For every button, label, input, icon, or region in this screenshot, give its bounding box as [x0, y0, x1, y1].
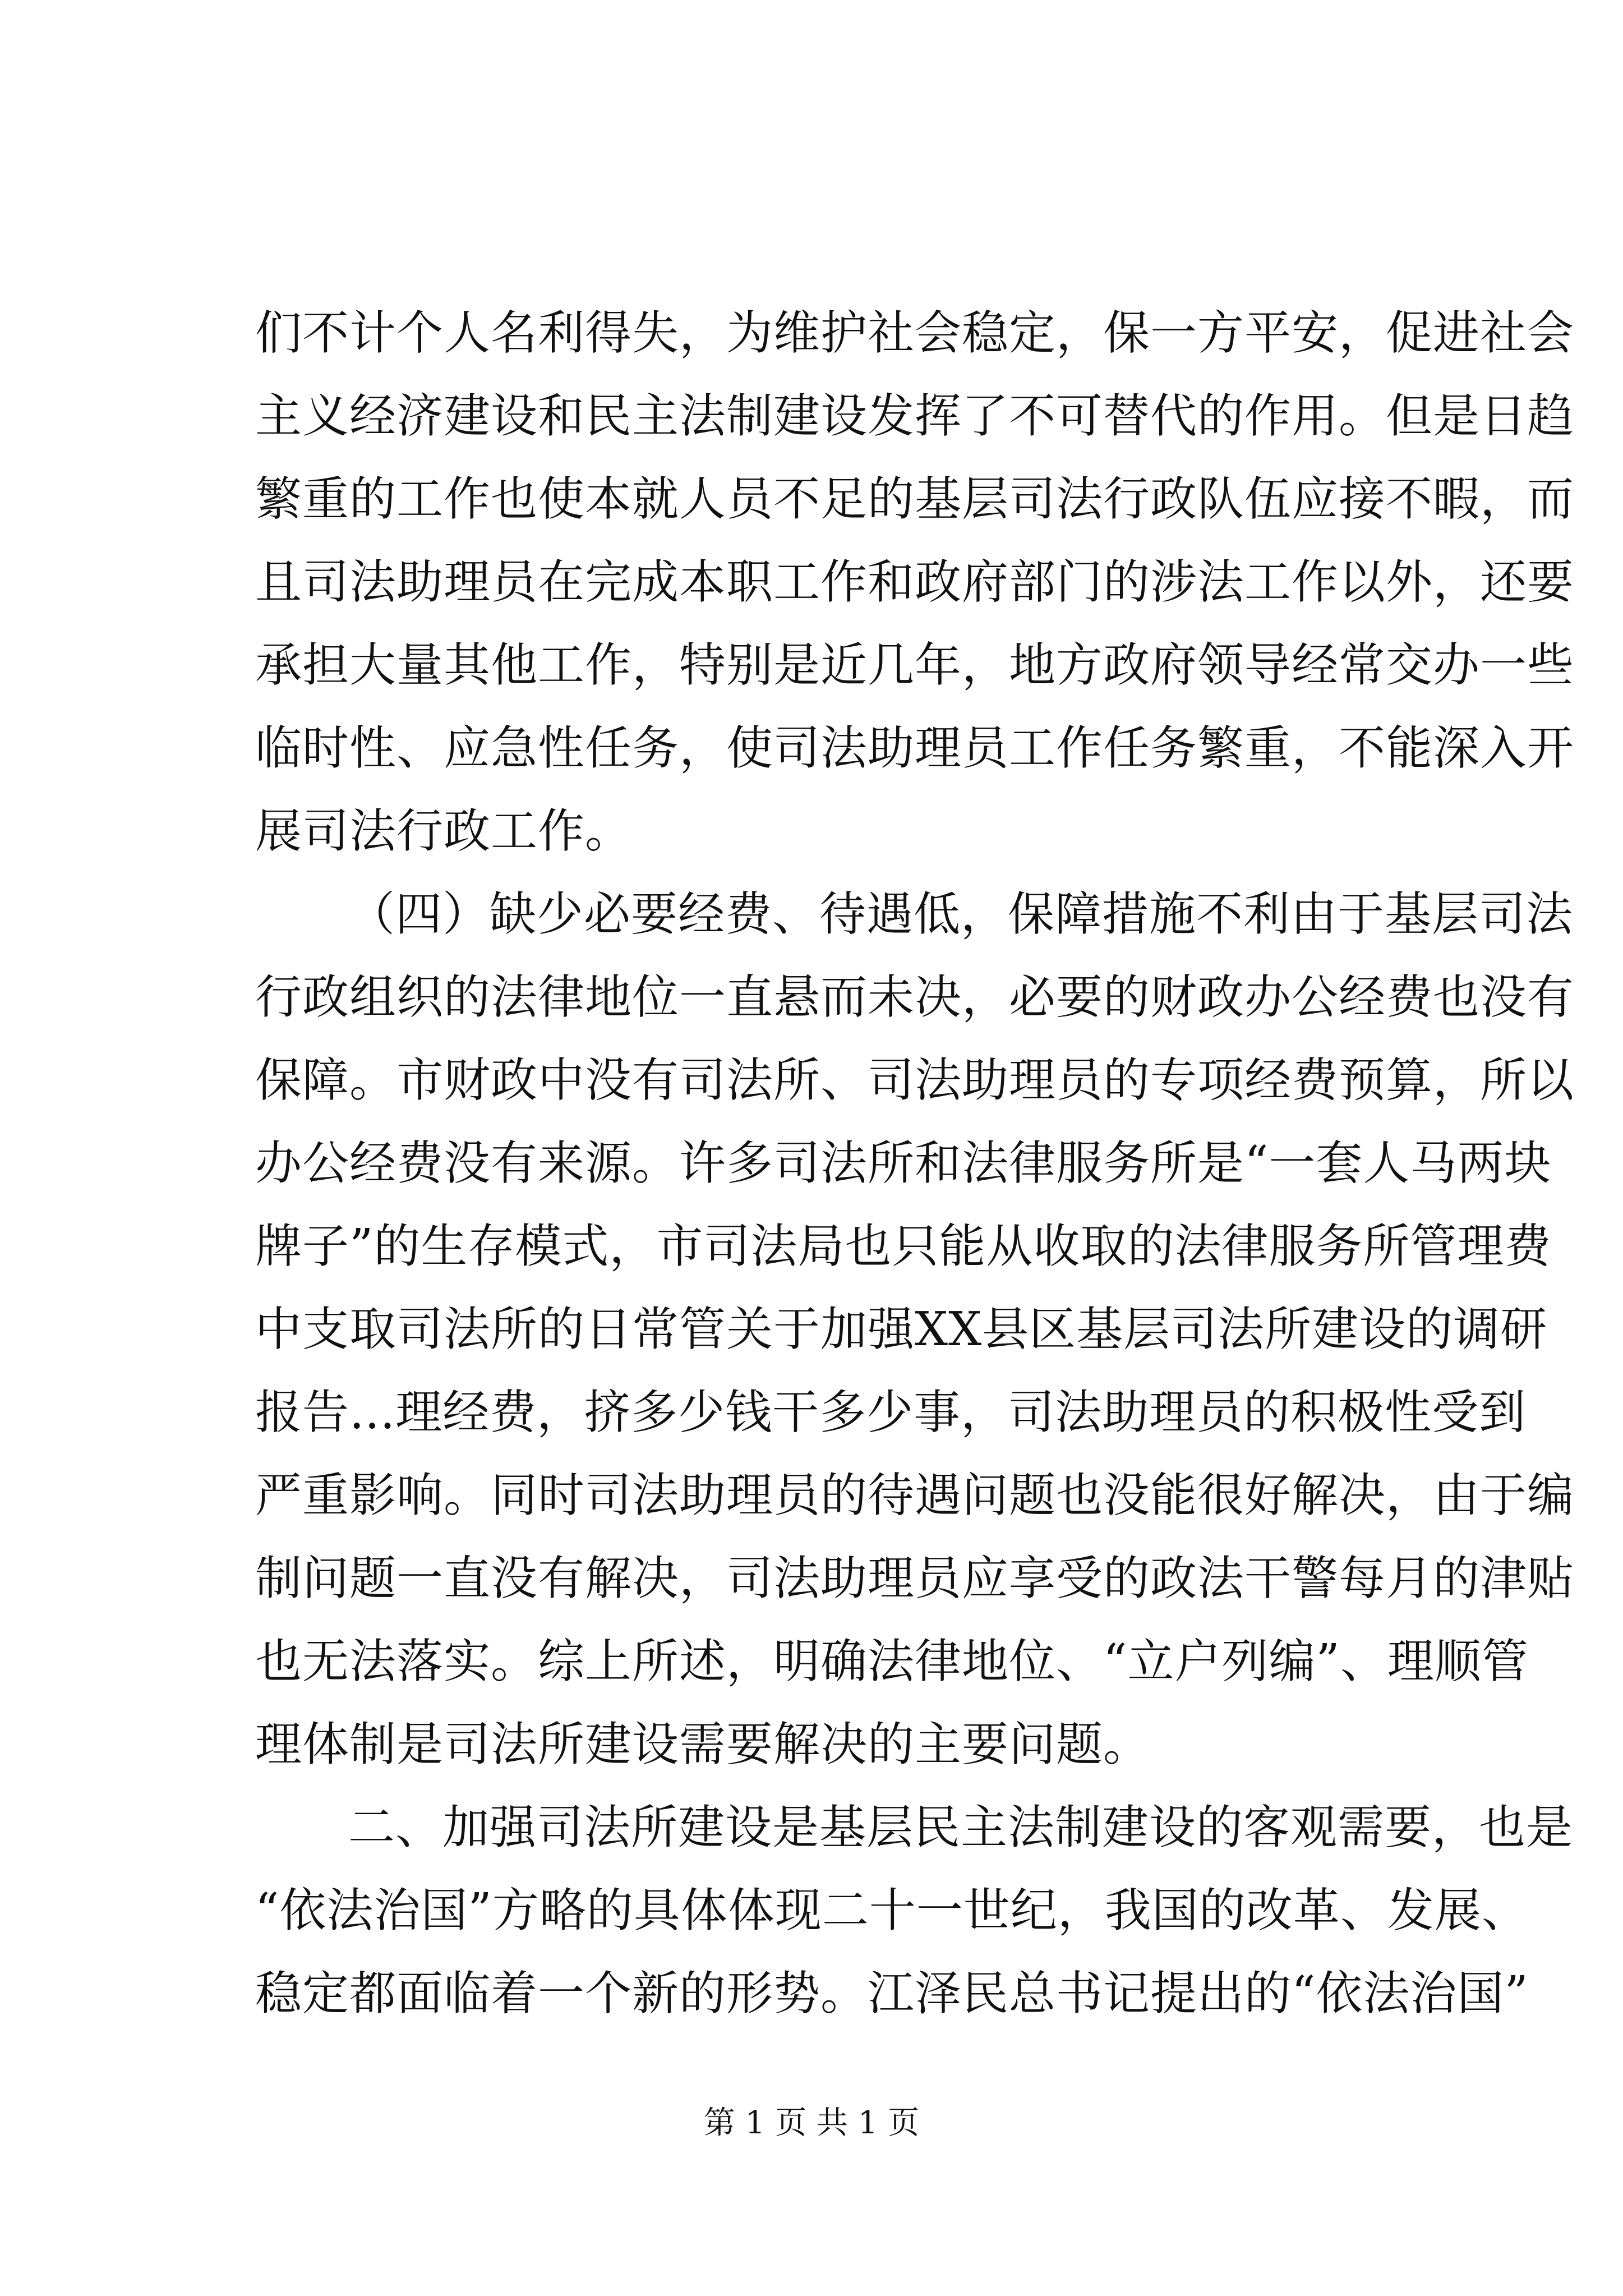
text-line: 稳定都面临着一个新的形势。江泽民总书记提出的“依法治国”	[255, 1966, 1529, 2021]
text-line: 临时性、应急性任务，使司法助理员工作任务繁重，不能深入开	[255, 721, 1574, 775]
paragraph-heading-line: （四）缺少必要经费、待遇低，保障措施不利由于基层司法	[348, 887, 1573, 941]
document-body	[255, 292, 1574, 2035]
text-line: 中支取司法所的日常管关于加强XX县区基层司法所建设的调研	[255, 1302, 1548, 1356]
text-line: 牌子”的生存模式，市司法局也只能从收取的法律服务所管理费	[255, 1219, 1552, 1273]
text-line: 展司法行政工作。	[255, 804, 632, 858]
text-line: “依法治国”方略的具体体现二十一世纪，我国的改革、发展、	[255, 1883, 1529, 1938]
text-line: 且司法助理员在完成本职工作和政府部门的涉法工作以外，还要	[255, 555, 1574, 609]
page-footer: 第 1 页 共 1 页	[703, 2105, 920, 2141]
text-line: 承担大量其他工作，特别是近几年，地方政府领导经常交办一些	[255, 638, 1574, 692]
text-line: 们不计个人名利得失，为维护社会稳定，保一方平安，促进社会	[255, 306, 1574, 360]
text-line: 繁重的工作也使本就人员不足的基层司法行政队伍应接不暇，而	[255, 472, 1574, 526]
text-line: 报告...理经费，挤多少钱干多少事，司法助理员的积极性受到	[255, 1385, 1527, 1439]
text-line: 严重影响。同时司法助理员的待遇问题也没能很好解决，由于编	[255, 1468, 1574, 1522]
text-line: 办公经费没有来源。许多司法所和法律服务所是“一套人马两块	[255, 1136, 1552, 1190]
text-line: 制问题一直没有解决，司法助理员应享受的政法干警每月的津贴	[255, 1551, 1574, 1605]
section-heading-line: 二、加强司法所建设是基层民主法制建设的客观需要，也是	[348, 1800, 1573, 1855]
text-line: 保障。市财政中没有司法所、司法助理员的专项经费预算，所以	[255, 1053, 1574, 1107]
text-line: 行政组织的法律地位一直悬而未决，必要的财政办公经费也没有	[255, 970, 1574, 1024]
text-line: 也无法落实。综上所述，明确法律地位、“立户列编”、理顺管	[255, 1634, 1529, 1688]
text-line: 主义经济建设和民主法制建设发挥了不可替代的作用。但是日趋	[255, 389, 1574, 443]
text-line: 理体制是司法所建设需要解决的主要问题。	[255, 1717, 1150, 1772]
